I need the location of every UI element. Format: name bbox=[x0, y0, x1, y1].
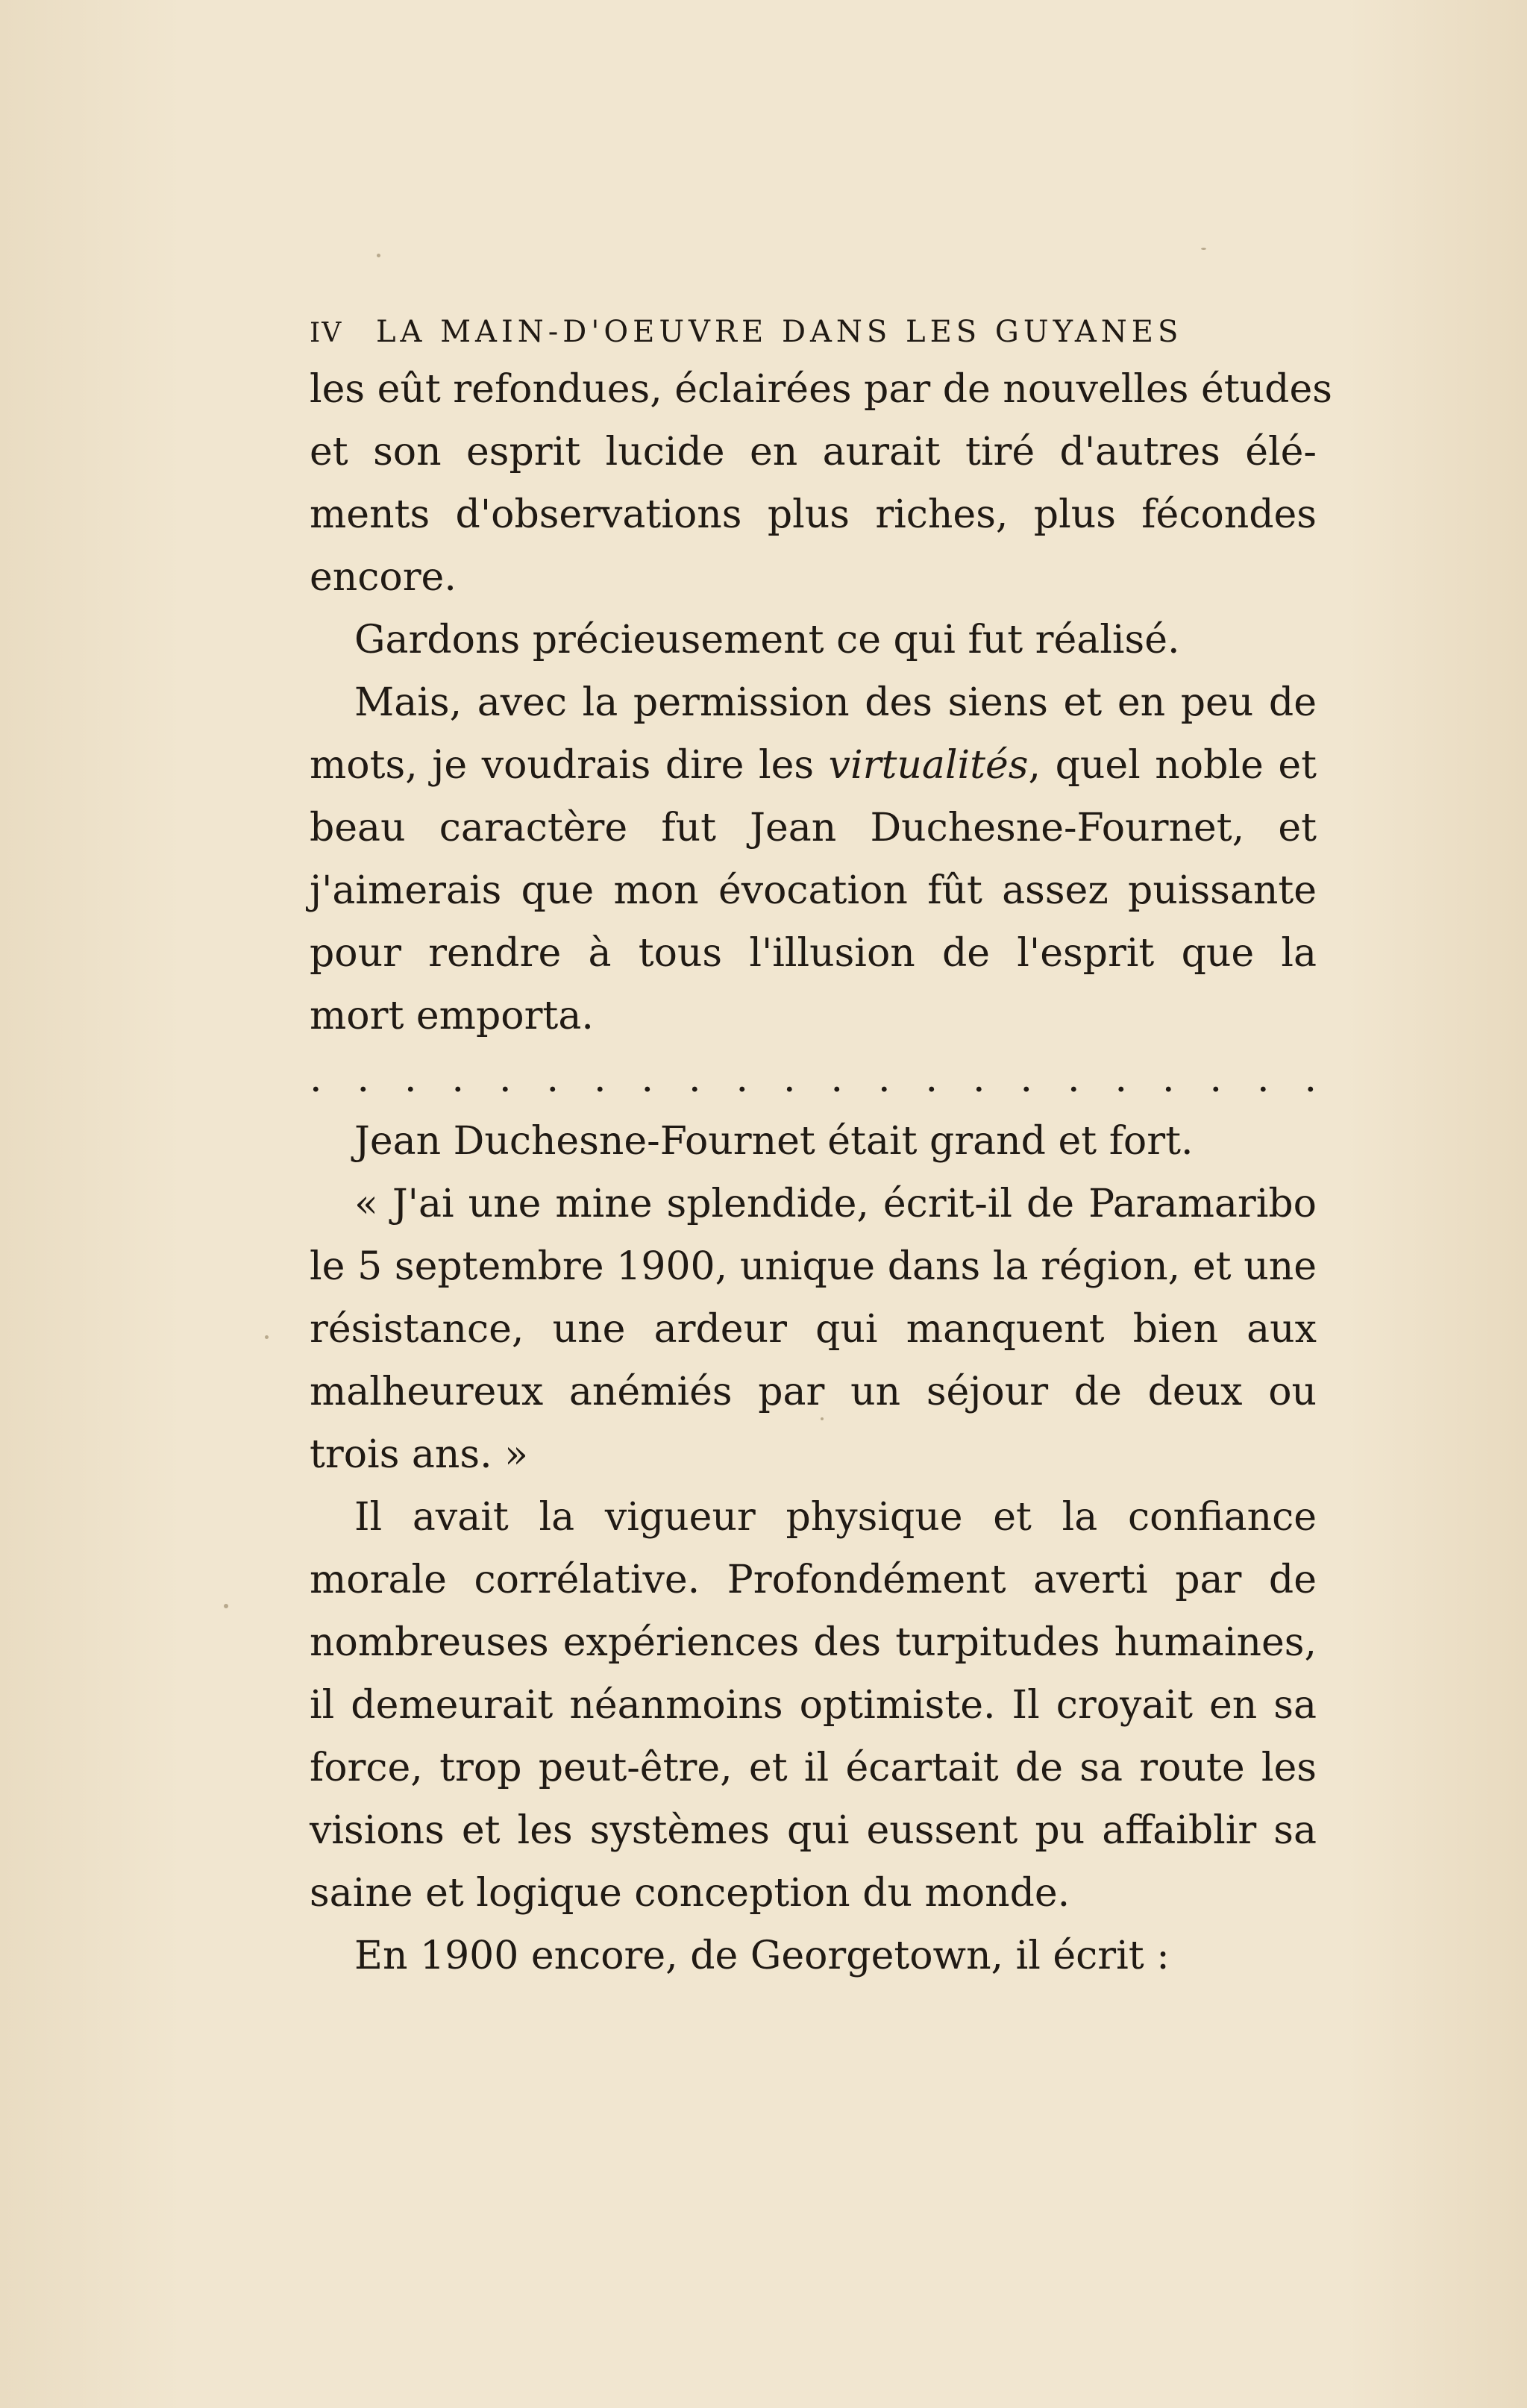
text-line: les eût refondues, éclairées par de nouvelles études bbox=[310, 367, 1332, 412]
text-line: pour rendre à tous l'illusion de l'esprit que la bbox=[310, 931, 1317, 976]
text-line: visions et les systèmes qui eussent pu affaiblir sa bbox=[310, 1808, 1317, 1853]
running-title: LA MAIN-D'OEUVRE DANS LES GUYANES bbox=[375, 315, 1183, 349]
running-head bbox=[310, 306, 1317, 358]
text-line: En 1900 encore, de Georgetown, il écrit : bbox=[354, 1934, 1170, 1978]
text-line: Il avait la vigueur physique et la confiance bbox=[354, 1495, 1317, 1540]
text-line: saine et logique conception du monde. bbox=[310, 1871, 1070, 1916]
text-line: force, trop peut-être, et il écartait de sa route les bbox=[310, 1746, 1317, 1790]
dotted-separator: . . . . . . . . . . . . . . . . . . . . . . bbox=[310, 1056, 1317, 1101]
italic-word: virtualités bbox=[828, 743, 1029, 788]
paper-speck bbox=[377, 254, 380, 257]
text-line: il demeurait néanmoins optimiste. Il croyait en sa bbox=[310, 1683, 1317, 1728]
text-line: morale corrélative. Profondément averti par de bbox=[310, 1558, 1317, 1602]
text-line: trois ans. » bbox=[310, 1432, 528, 1477]
text-line: ments d'observations plus riches, plus fécondes bbox=[310, 492, 1317, 537]
text-line: beau caractère fut Jean Duchesne-Fournet, et bbox=[310, 806, 1317, 850]
text-line: j'aimerais que mon évocation fût assez puissante bbox=[310, 868, 1317, 913]
text-line: « J'ai une mine splendide, écrit-il de Paramaribo bbox=[354, 1182, 1317, 1226]
text-line: Gardons précieusement ce qui fut réalisé. bbox=[354, 618, 1180, 662]
paper-speck bbox=[265, 1335, 269, 1339]
text-line: Mais, avec la permission des siens et en peu de bbox=[354, 680, 1317, 725]
text-line: et son esprit lucide en aurait tiré d'autres élé- bbox=[310, 430, 1317, 474]
text-line: nombreuses expériences des turpitudes humaines, bbox=[310, 1620, 1317, 1665]
text-line: malheureux anémiés par un séjour de deux ou bbox=[310, 1370, 1317, 1414]
text-block bbox=[310, 306, 1332, 1987]
paper-speck bbox=[224, 1604, 228, 1608]
text-line: le 5 septembre 1900, unique dans la région, et une bbox=[310, 1244, 1317, 1289]
text-line: mort emporta. bbox=[310, 994, 594, 1038]
text-line bbox=[310, 734, 1317, 797]
text-line: résistance, une ardeur qui manquent bien aux bbox=[310, 1307, 1317, 1352]
text-line: Jean Duchesne-Fournet était grand et fort. bbox=[354, 1119, 1194, 1164]
paper-speck bbox=[1201, 248, 1206, 250]
page-number: IV bbox=[310, 318, 343, 348]
text-span: mots, je voudrais dire les bbox=[310, 743, 815, 788]
text-line: encore. bbox=[310, 555, 457, 600]
text-span: , quel noble et bbox=[1028, 743, 1317, 788]
